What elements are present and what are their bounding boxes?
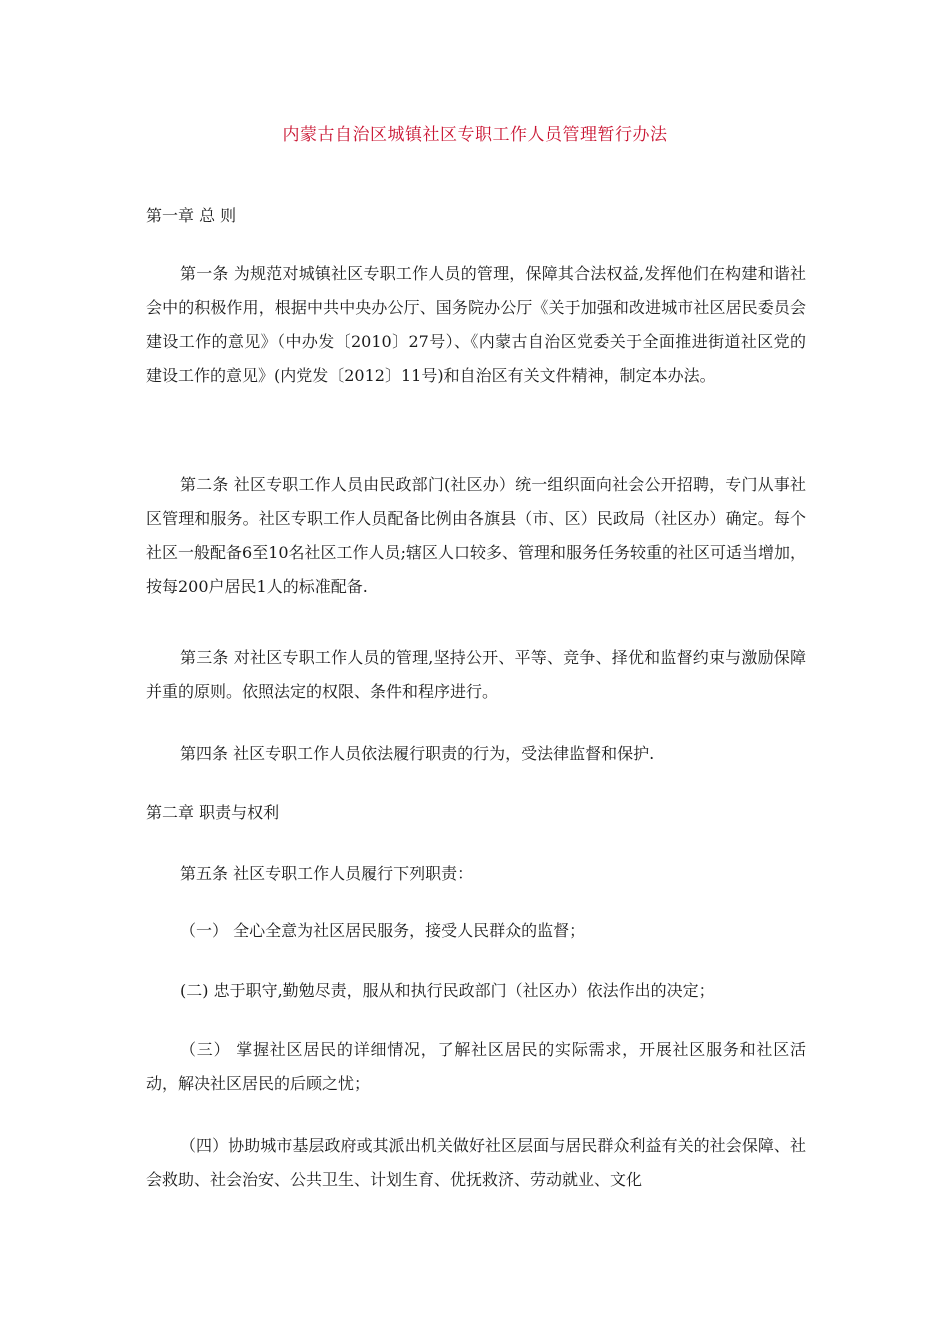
article-2: 第二条 社区专职工作人员由民政部门(社区办）统一组织面向社会公开招聘，专门从事社区管理和服务。社区专职工作人员配备比例由各旗县（市、区）民政局（社区办）确定。每个社区一般配备6至10名社区工作人员;辖区人口较多、管理和服务任务较重的社区可适当增加，按每200户居民1人的标准配备. <box>146 475 806 596</box>
list-item-2: (二) 忠于职守,勤勉尽责，服从和执行民政部门（社区办）依法作出的决定； <box>180 981 715 1000</box>
article-5: 第五条 社区专职工作人员履行下列职责： <box>180 864 474 883</box>
document-title: 内蒙古自治区城镇社区专职工作人员管理暂行办法 <box>282 125 668 145</box>
list-item-4: （四）协助城市基层政府或其派出机关做好社区层面与居民群众利益有关的社会保障、社会救助、社会治安、公共卫生、计划生育、优抚救济、劳动就业、文化 <box>146 1136 806 1189</box>
chapter-heading-1: 第一章 总 则 <box>146 206 237 225</box>
article-1: 第一条 为规范对城镇社区专职工作人员的管理，保障其合法权益,发挥他们在构建和谐社会中的积极作用，根据中共中央办公厅、国务院办公厅《关于加强和改进城市社区居民委员会建设工作的意见》（中办发〔2010〕27号）、《内蒙古自治区党委关于全面推进街道社区党的建设工作的意见》(内党发〔2012〕11号)和自治区有关文件精神，制定本办法。 <box>146 264 806 385</box>
article-3: 第三条 对社区专职工作人员的管理,坚持公开、平等、竞争、择优和监督约束与激励保障并重的原则。依照法定的权限、条件和程序进行。 <box>146 648 806 701</box>
list-item-3: （三） 掌握社区居民的详细情况，了解社区居民的实际需求，开展社区服务和社区活动，解决社区居民的后顾之忧； <box>146 1040 806 1093</box>
list-item-1: （一） 全心全意为社区居民服务，接受人民群众的监督； <box>180 921 586 940</box>
chapter-heading-2: 第二章 职责与权利 <box>146 803 280 822</box>
article-4: 第四条 社区专职工作人员依法履行职责的行为，受法律监督和保护. <box>180 744 655 763</box>
